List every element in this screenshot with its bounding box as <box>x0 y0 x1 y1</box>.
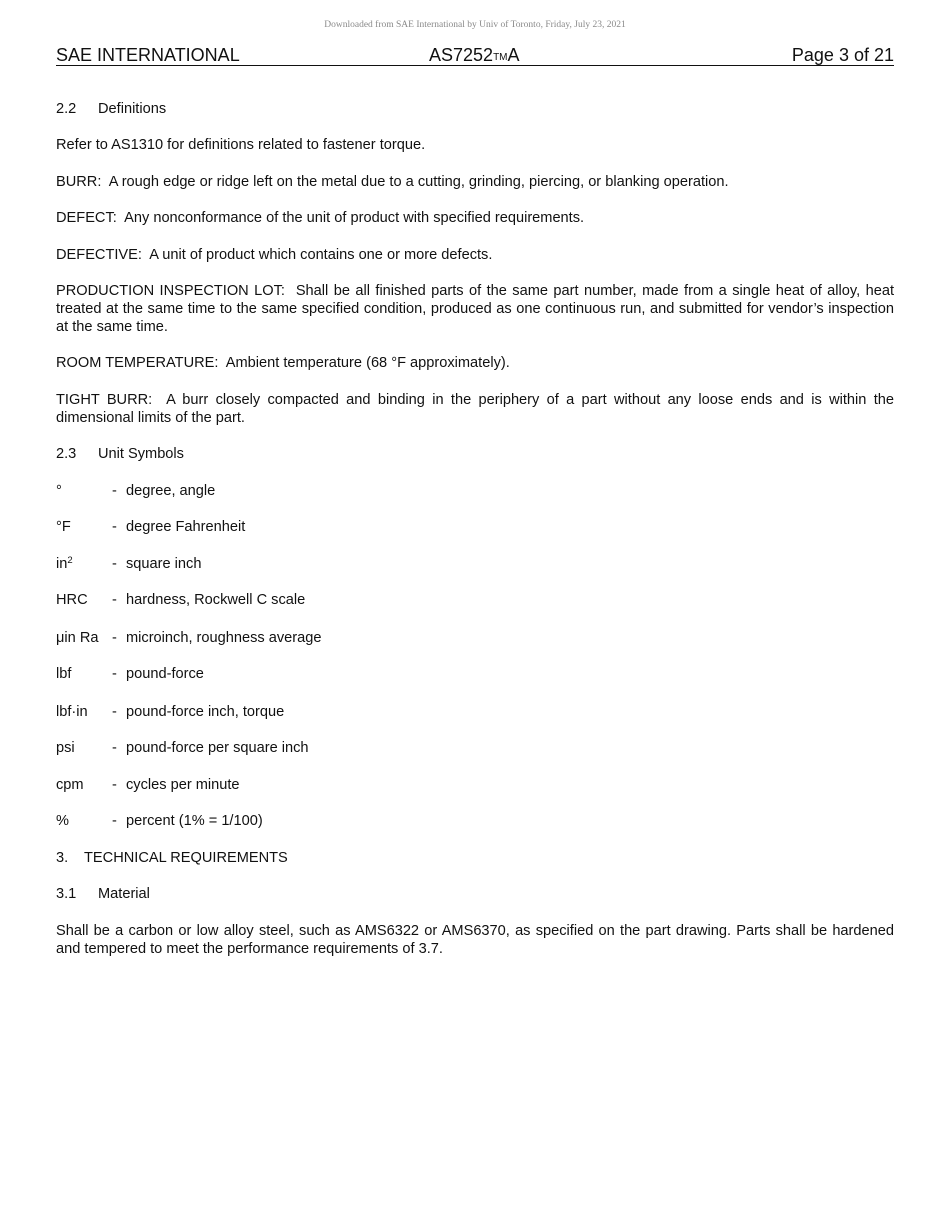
definition-room-temperature <box>56 354 894 372</box>
unit-symbol: HRC <box>56 592 88 608</box>
definition-tight-burr <box>56 391 894 427</box>
unit-description: percent (1% = 1/100) <box>126 813 263 829</box>
definition-term: BURR: <box>56 174 102 190</box>
section-title: Definitions <box>98 101 167 117</box>
unit-description: pound-force <box>126 666 204 682</box>
definition-term: PRODUCTION INSPECTION LOT: <box>56 283 285 299</box>
unit-symbol: cpm <box>56 777 84 793</box>
symbol-dash: - <box>112 592 117 608</box>
section-number: 3.1 <box>56 886 77 902</box>
unit-symbol-superscript: 2 <box>67 555 73 566</box>
page-header <box>56 45 894 66</box>
symbol-dash: - <box>112 519 117 535</box>
definition-defect <box>56 209 894 227</box>
definition-text: A burr closely compacted and binding in the periphery of a part without any loose ends and is within the dimensional limits of the part. <box>56 392 894 426</box>
section-heading-unit-symbols <box>56 445 894 463</box>
unit-description: degree Fahrenheit <box>126 519 246 535</box>
definition-defective <box>56 246 894 264</box>
doc-number: AS7252 <box>429 45 494 65</box>
header-page-number: Page 3 of 21 <box>791 45 894 65</box>
section-number: 2.3 <box>56 446 77 462</box>
material-paragraph: Shall be a carbon or low alloy steel, such as AMS6322 or AMS6370, as specified on the part drawing. Parts shall be hardened and tempered to meet the performance requirements of 3.7. <box>56 923 894 957</box>
definition-term: DEFECTIVE: <box>56 247 142 263</box>
definition-text: Ambient temperature (68 °F approximately). <box>225 355 510 371</box>
unit-description: degree, angle <box>126 483 216 499</box>
unit-description: microinch, roughness average <box>126 630 322 646</box>
section-heading-material <box>56 885 894 903</box>
symbol-dash: - <box>112 556 117 572</box>
section-title: Unit Symbols <box>98 446 184 462</box>
unit-symbol: lbf·in <box>56 704 88 720</box>
definition-text: Any nonconformance of the unit of product with specified requirements. <box>124 210 585 226</box>
symbol-dash: - <box>112 777 117 793</box>
header-org: SAE INTERNATIONAL <box>56 45 240 65</box>
section-number: 3. <box>56 850 69 866</box>
unit-symbol: lbf <box>56 666 72 682</box>
section-title: Material <box>98 886 150 902</box>
unit-symbol: % <box>56 813 69 829</box>
download-watermark: Downloaded from SAE International by Univ of Toronto, Friday, July 23, 2021 <box>324 20 626 30</box>
section-title: TECHNICAL REQUIREMENTS <box>84 850 288 866</box>
symbol-dash: - <box>112 813 117 829</box>
symbol-dash: - <box>112 740 117 756</box>
unit-symbol: ° <box>56 483 62 499</box>
unit-description: hardness, Rockwell C scale <box>126 592 306 608</box>
unit-symbol-base: in <box>56 556 68 572</box>
section-heading-technical-requirements <box>56 849 894 867</box>
section-number: 2.2 <box>56 101 77 117</box>
header-doc-number <box>429 45 520 68</box>
definitions-intro: Refer to AS1310 for definitions related to fastener torque. <box>56 137 426 153</box>
unit-description: square inch <box>126 556 202 572</box>
unit-symbol <box>56 555 73 573</box>
unit-symbol: psi <box>56 740 75 756</box>
unit-symbol: °F <box>56 519 71 535</box>
definition-term: DEFECT: <box>56 210 117 226</box>
unit-description: cycles per minute <box>126 777 240 793</box>
symbol-dash: - <box>112 630 117 646</box>
definition-burr <box>56 173 894 191</box>
unit-description: pound-force per square inch <box>126 740 309 756</box>
unit-description: pound-force inch, torque <box>126 704 285 720</box>
unit-symbol: μin Ra <box>56 630 99 646</box>
definition-production-inspection-lot <box>56 282 894 336</box>
definition-text: Shall be all finished parts of the same part number, made from a single heat of alloy, heat treated at the same time to the same specified condition, produced as one continuous run, and submitted for vendor’s inspection at the same time. <box>56 283 894 335</box>
section-heading-definitions <box>56 100 894 118</box>
symbol-dash: - <box>112 483 117 499</box>
symbol-dash: - <box>112 666 117 682</box>
definition-text: A unit of product which contains one or more defects. <box>149 247 493 263</box>
definition-term: TIGHT BURR: <box>56 392 153 408</box>
doc-revision: A <box>507 45 520 65</box>
definition-term: ROOM TEMPERATURE: <box>56 355 219 371</box>
trademark-mark: TM <box>493 52 508 63</box>
symbol-dash: - <box>112 704 117 720</box>
definition-text: A rough edge or ridge left on the metal due to a cutting, grinding, piercing, or blanking operation. <box>108 174 729 190</box>
